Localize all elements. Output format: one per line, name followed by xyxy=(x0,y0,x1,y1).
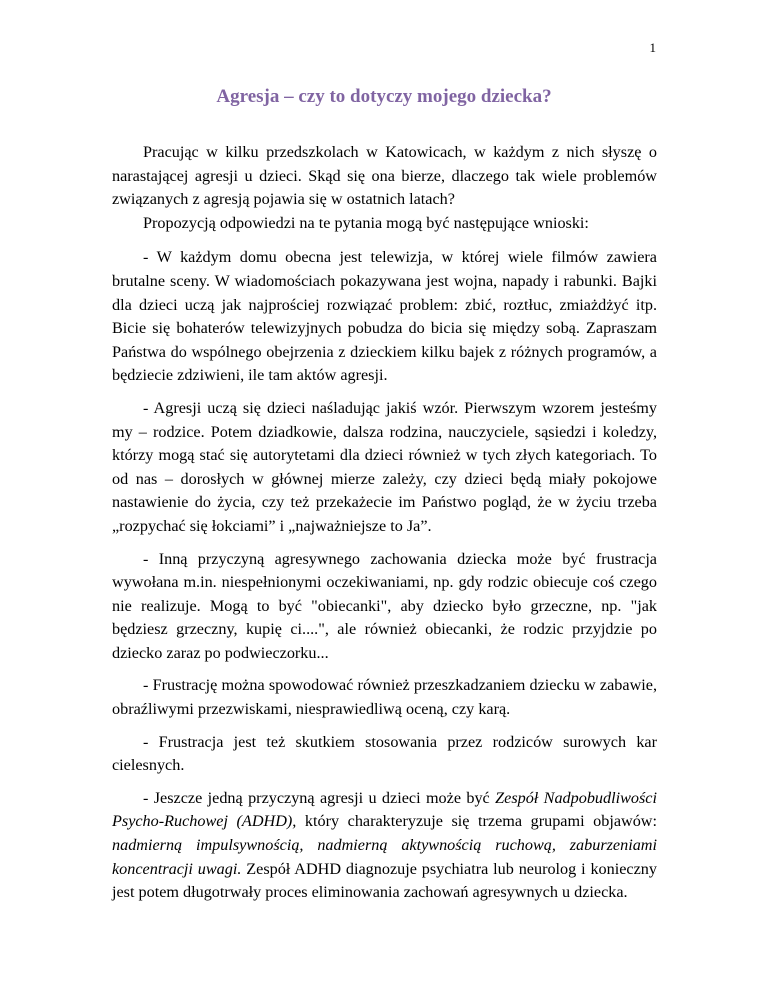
adhd-mid-text: który charakteryzuje się trzema grupami objawów: xyxy=(296,812,657,831)
point-television: - W każdym domu obecna jest telewizja, w której wiele filmów zawiera brutalne sceny. W wiadomościach pokazywana jest wojna, napady i rabunki. Bajki dla dzieci uczą jak najprościej rozwiązać problem: zbić, roztłuc, zmiażdżyć itp. Bicie się bohaterów telewizyjnych pobudza do bicia się między sobą. Zapraszam Państwa do wspólnego obejrzenia z dzieckiem kilku bajek z różnych programów, a będziecie zdziwieni, ile tam aktów agresji. xyxy=(112,248,657,385)
point-frustration-promises: - Inną przyczyną agresywnego zachowania dziecka może być frustracja wywołana m.in. niespełnionymi oczekiwaniami, np. gdy rodzic obiecuje coś czego nie realizuje. Mogą to być "obiecanki", aby dziecko było grzeczne, np. "jak będziesz grzeczny, kupię ci....", ale również obiecanki, że rodzic przyjdzie po dziecko zaraz po podwieczorku... xyxy=(112,549,657,662)
point-frustration-disruption: - Frustrację można spowodować również przeszkadzaniem dziecku w zabawie, obraźliwymi przezwiskami, niesprawiedliwą oceną, czy karą. xyxy=(112,676,657,719)
adhd-lead-text: - Jeszcze jedną przyczyną agresji u dzieci może być xyxy=(143,788,496,807)
adhd-tail-text: Zespół ADHD diagnozuje psychiatra lub neurolog i konieczny jest potem długotrwały proces eliminowania zachowań agresywnych u dziecka. xyxy=(112,859,657,902)
point-role-models: - Agresji uczą się dzieci naśladując jakiś wzór. Pierwszym wzorem jesteśmy my – rodzice. Potem dziadkowie, dalsza rodzina, nauczyciele, sąsiedzi i koledzy, którzy mogą stać się autorytetami dla dzieci również w tych złych kategoriach. To od nas – dorosłych w głównej mierze zależy, czy dzieci będą miały pokojowe nastawienie do życia, czy też przekażecie im Państwo pogląd, że w życiu trzeba „rozpychać się łokciami” i „najważniejsze to Ja”. xyxy=(112,398,657,535)
intro-question-paragraph: Propozycją odpowiedzi na te pytania mogą być następujące wnioski: xyxy=(143,213,589,232)
adhd-term: Zespół Nadpobudliwości Psycho-Ruchowej (ADHD), xyxy=(112,788,657,831)
point-adhd xyxy=(112,787,657,905)
document-body xyxy=(112,141,657,905)
page-number: 1 xyxy=(649,40,656,55)
intro-paragraph: Pracując w kilku przedszkolach w Katowicach, w każdym z nich słyszę o narastającej agresji u dzieci. Skąd się ona bierze, dlaczego tak wiele problemów związanych z agresją pojawia się w ostatnich latach? xyxy=(112,143,657,209)
adhd-symptoms: nadmierną impulsywnością, nadmierną aktywnością ruchową, zaburzeniami koncentracji uwagi. xyxy=(112,836,657,878)
intro-section xyxy=(112,141,657,235)
document-title: Agresja – czy to dotyczy mojego dziecka? xyxy=(216,86,552,107)
point-corporal-punishment: - Frustracja jest też skutkiem stosowania przez rodziców surowych kar cielesnych. xyxy=(112,732,657,775)
